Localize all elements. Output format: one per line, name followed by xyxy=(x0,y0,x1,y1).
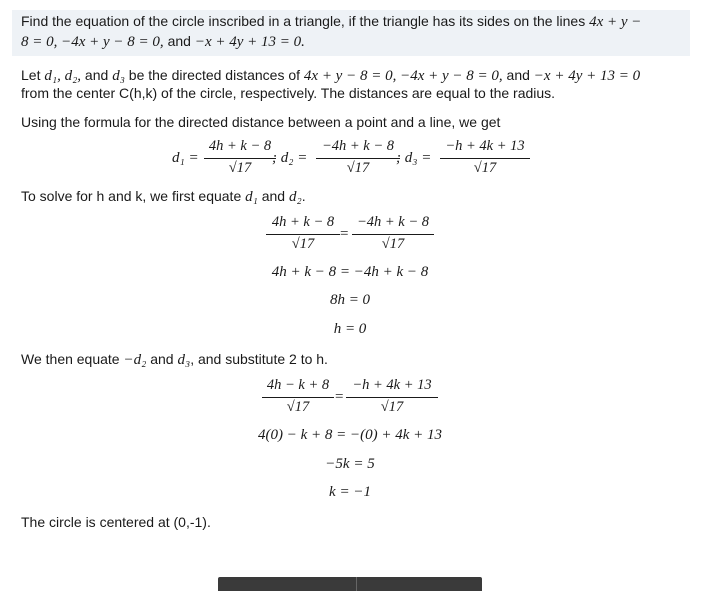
intro-text: Let xyxy=(21,67,45,83)
step1-right-denominator: √17 xyxy=(381,236,405,252)
step1-intro xyxy=(21,187,306,207)
step1-text: and xyxy=(257,188,289,204)
d2-fraction-bar xyxy=(316,158,400,159)
d3-numerator: −h + 4k + 13 xyxy=(445,138,525,154)
conclusion: The circle is centered at (0,-1). xyxy=(21,514,211,530)
step1-line-4: h = 0 xyxy=(333,321,367,337)
intro-math: d₃ xyxy=(112,68,125,84)
step2-left-numerator: 4h − k + 8 xyxy=(266,377,330,393)
step2-math: d₃ xyxy=(177,352,191,368)
d1-label: d₁ = xyxy=(172,150,199,166)
step2-left-bar xyxy=(262,397,334,398)
step2-line-3: −5k = 5 xyxy=(325,456,375,472)
d2-label: ; d₂ = xyxy=(272,150,308,166)
toolbar-divider xyxy=(356,577,357,591)
d3-denominator: √17 xyxy=(473,160,497,176)
intro-math: −x + 4y + 13 = 0 xyxy=(533,68,641,84)
question-math-2: 8 = 0, −4x + y − 8 = 0, xyxy=(21,34,164,50)
question-math-3: −x + 4y + 13 = 0. xyxy=(194,34,305,50)
d1-fraction-bar xyxy=(204,158,276,159)
step1-right-bar xyxy=(352,234,434,235)
step2-right-numerator: −h + 4k + 13 xyxy=(352,377,432,393)
step1-line-2: 4h + k − 8 = −4h + k − 8 xyxy=(271,264,429,280)
step1-line-3: 8h = 0 xyxy=(329,292,371,308)
bottom-toolbar[interactable] xyxy=(218,577,482,591)
intro-math: d₁, d₂, xyxy=(44,68,82,84)
d3-fraction-bar xyxy=(440,158,530,159)
d1-numerator: 4h + k − 8 xyxy=(208,138,272,154)
intro-text: and xyxy=(81,67,113,83)
d3-label: ; d₃ = xyxy=(396,150,432,166)
intro-text: be the directed distances of xyxy=(124,67,304,83)
step2-intro xyxy=(21,350,328,370)
step2-left-denominator: √17 xyxy=(286,399,310,415)
step1-math: d₁ xyxy=(245,189,258,205)
step2-right-bar xyxy=(346,397,438,398)
question-line-2 xyxy=(21,32,305,52)
intro-line-1 xyxy=(21,66,640,86)
intro-text: and xyxy=(502,67,534,83)
step2-line-4: k = −1 xyxy=(329,484,371,500)
step2-text: , and substitute 2 to h. xyxy=(190,351,328,367)
question-line-1 xyxy=(21,12,641,32)
step2-right-denominator: √17 xyxy=(380,399,404,415)
step2-text: We then equate xyxy=(21,351,124,367)
intro-math: 4x + y − 8 = 0, −4x + y − 8 = 0, xyxy=(303,68,503,84)
step1-text: To solve for h and k, we first equate xyxy=(21,188,246,204)
step1-left-bar xyxy=(266,234,340,235)
step1-left-numerator: 4h + k − 8 xyxy=(271,214,335,230)
step2-equals: = xyxy=(335,389,344,405)
d2-numerator: −4h + k − 8 xyxy=(321,138,395,154)
step1-right-numerator: −4h + k − 8 xyxy=(356,214,430,230)
step2-text: and xyxy=(146,351,178,367)
formula-intro: Using the formula for the directed distance between a point and a line, we get xyxy=(21,114,501,130)
step1-text: . xyxy=(301,188,306,204)
d1-denominator: √17 xyxy=(228,160,252,176)
d2-denominator: √17 xyxy=(346,160,370,176)
step1-equals: = xyxy=(340,226,349,242)
step1-left-denominator: √17 xyxy=(291,236,315,252)
question-and: and xyxy=(163,33,195,49)
step2-line-2: 4(0) − k + 8 = −(0) + 4k + 13 xyxy=(257,427,443,443)
step2-math: −d₂ xyxy=(123,352,147,368)
intro-line-2: from the center C(h,k) of the circle, respectively. The distances are equal to the radius. xyxy=(21,85,556,101)
step1-math: d₂ xyxy=(288,189,302,205)
question-text: Find the equation of the circle inscribed in a triangle, if the triangle has its sides on the lines xyxy=(21,13,590,29)
question-math-1: 4x + y − xyxy=(589,14,642,30)
